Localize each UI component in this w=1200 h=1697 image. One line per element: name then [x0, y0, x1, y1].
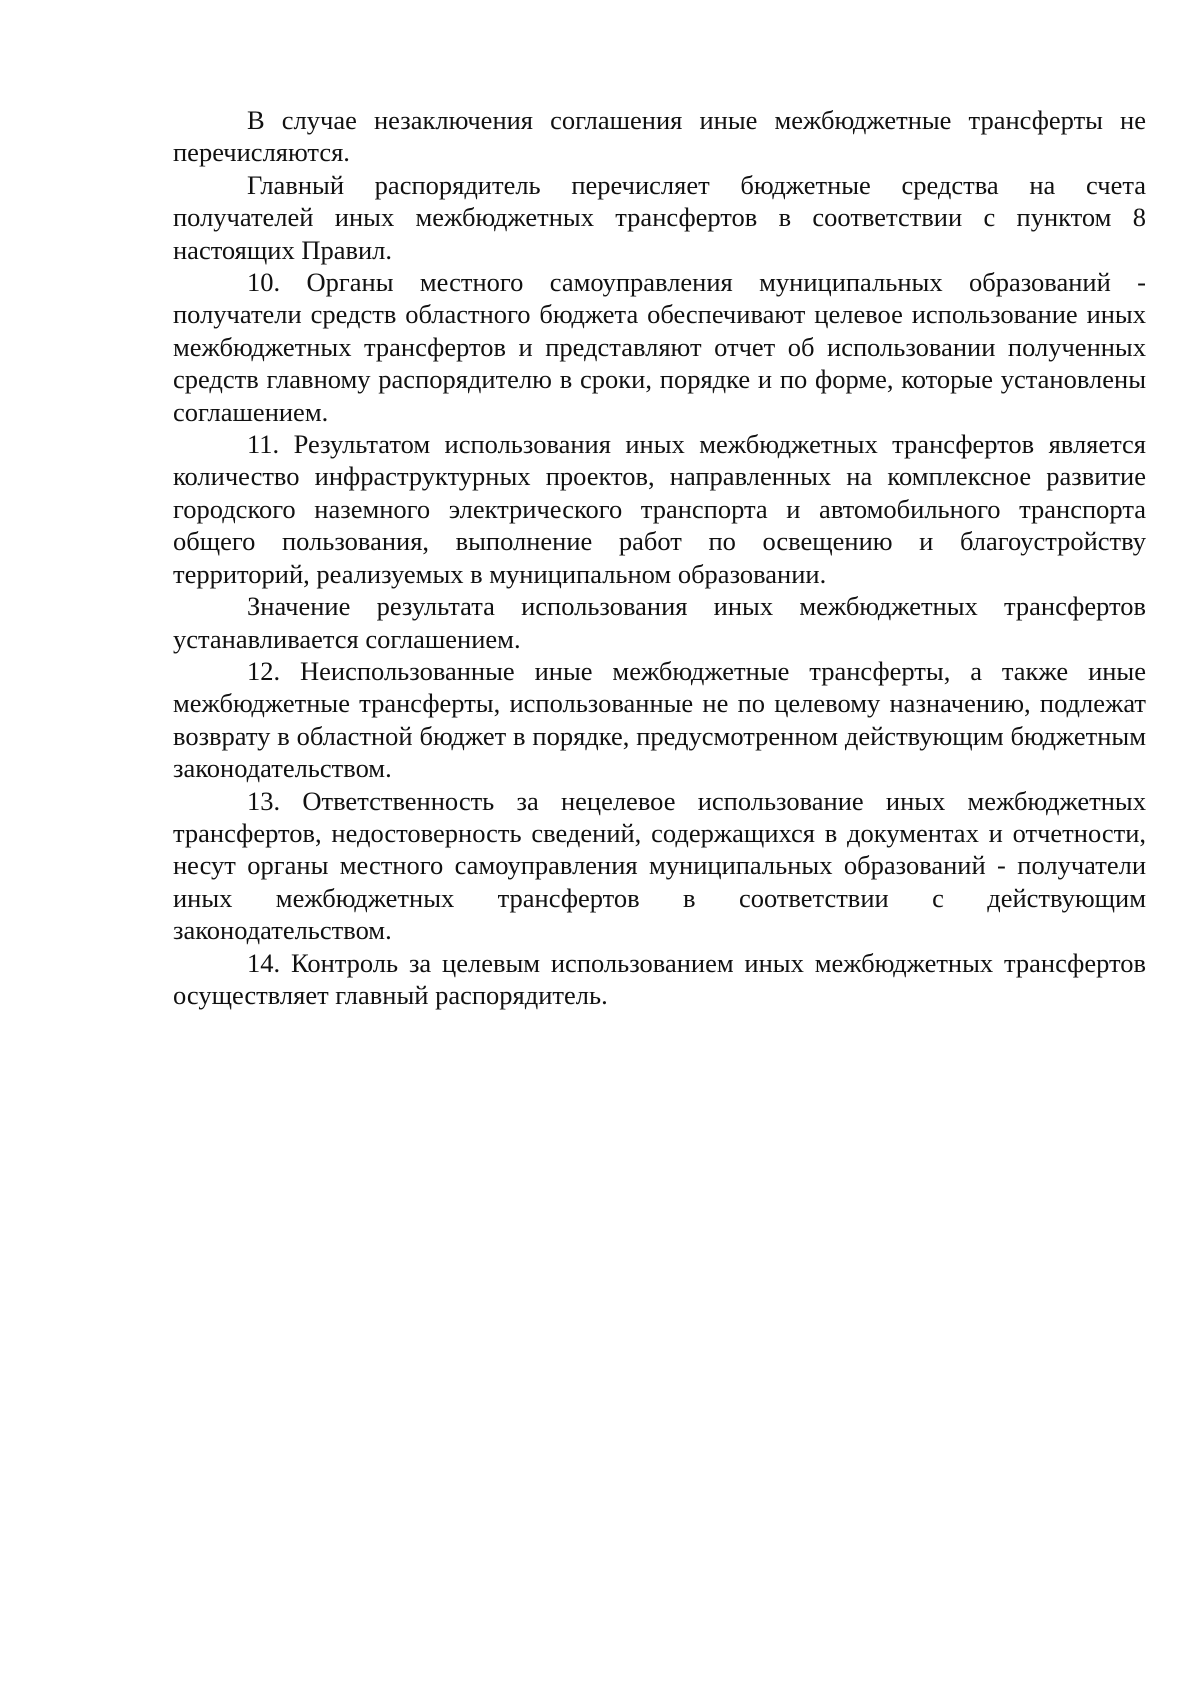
- paragraph-transfer-to-accounts: Главный распорядитель перечисляет бюджетные средства на счета получателей иных межбюджетных трансфертов в соответствии с пунктом 8 настоящих Правил.: [173, 169, 1146, 265]
- paragraph-14-control: 14. Контроль за целевым использованием иных межбюджетных трансфертов осуществляет главный распорядитель.: [173, 947, 1146, 1010]
- paragraph-13-responsibility: 13. Ответственность за нецелевое использование иных межбюджетных трансфертов, недостоверность сведений, содержащихся в документах и отчетности, несут органы местного самоуправления муниципальных образований - получатели иных межбюджетных трансфертов в соответствии с действующим законодательством.: [173, 785, 1146, 946]
- document-body: [173, 104, 1146, 1011]
- paragraph-11-result: 11. Результатом использования иных межбюджетных трансфертов является количество инфраструктурных проектов, направленных на комплексное развитие городского наземного электрического транспорта и автомобильного транспорта общего пользования, выполнение работ по освещению и благоустройству территорий, реализуемых в муниципальном образовании.: [173, 429, 1146, 589]
- paragraph-12-unused-funds: 12. Неиспользованные иные межбюджетные трансферты, а также иные межбюджетные трансферты, использованные не по целевому назначению, подлежат возврату в областной бюджет в порядке, предусмотренном действующим бюджетным законодательством.: [173, 655, 1146, 784]
- paragraph-result-value: Значение результата использования иных межбюджетных трансфертов устанавливается соглашением.: [173, 591, 1146, 654]
- paragraph-non-conclusion: В случае незаключения соглашения иные межбюджетные трансферты не перечисляются.: [173, 105, 1146, 168]
- paragraph-10-reporting: 10. Органы местного самоуправления муниципальных образований - получатели средств областного бюджета обеспечивают целевое использование иных межбюджетных трансфертов и представляют отчет об использовании полученных средств главному распорядителю в сроки, порядке и по форме, которые установлены соглашением.: [173, 267, 1146, 427]
